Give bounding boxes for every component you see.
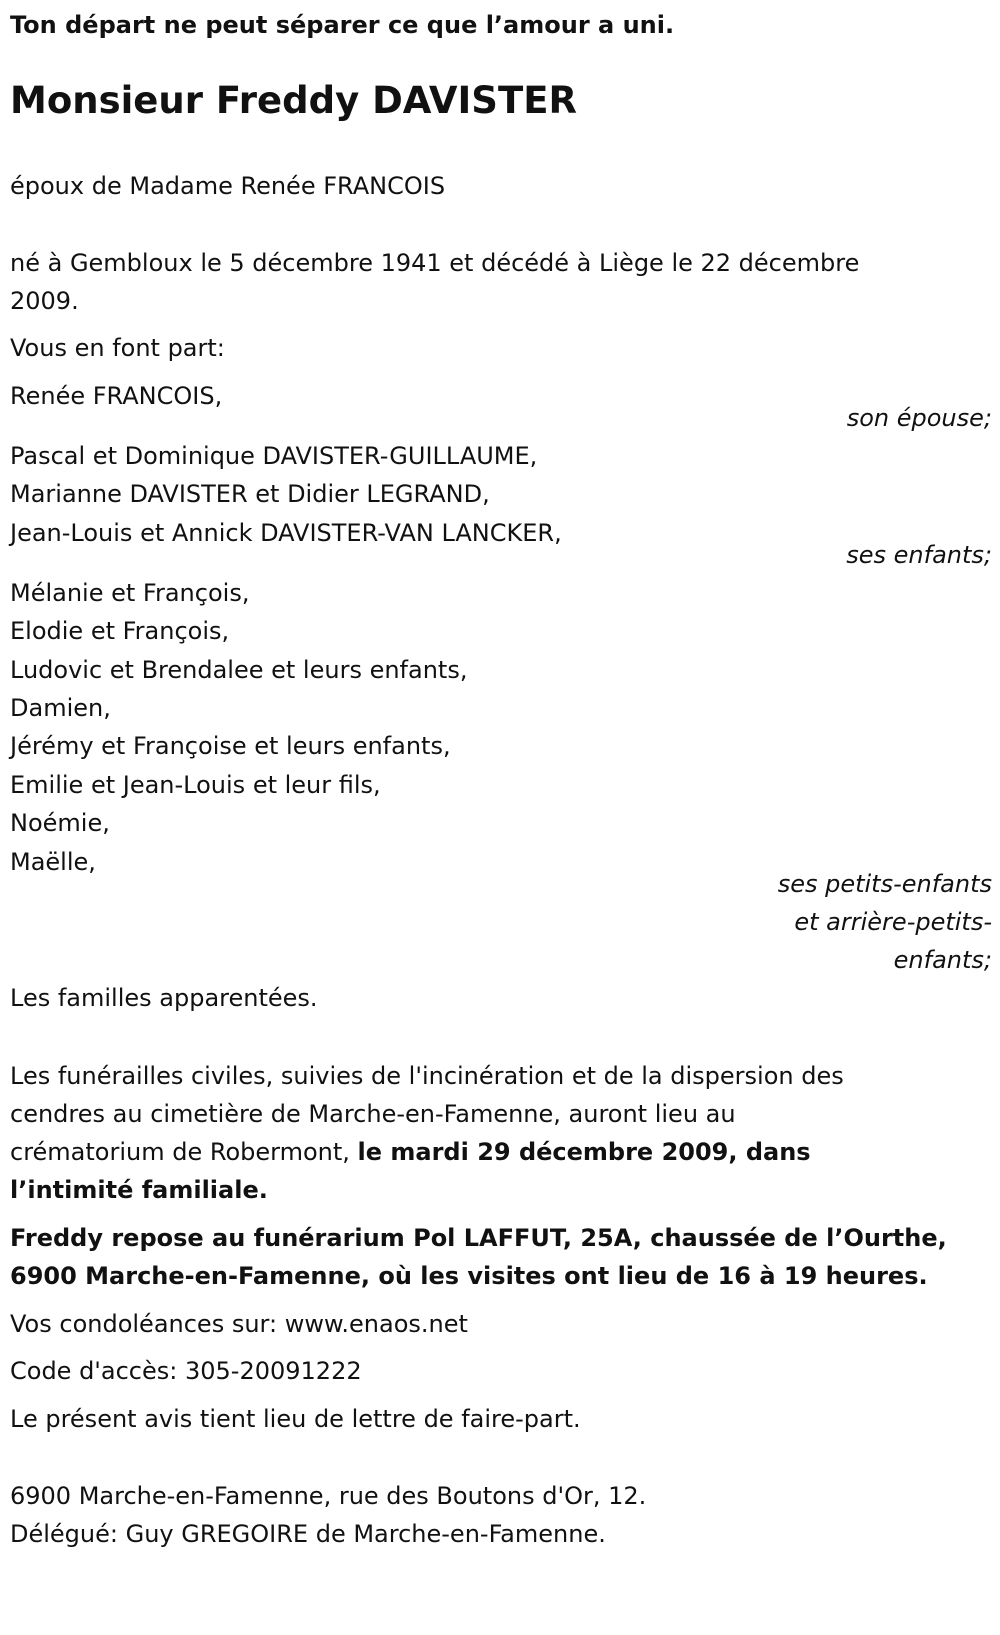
funeral-line-3: [10, 1132, 811, 1172]
funeral-date: le mardi 29 décembre 2009, dans: [357, 1138, 811, 1166]
birth-death-line-1: né à Gembloux le 5 décembre 1941 et décédé à Liège le 22 décembre: [10, 249, 860, 277]
access-code-line: Code d'accès: 305-20091222: [10, 1357, 362, 1385]
delegate-line: Délégué: Guy GREGOIRE de Marche-en-Famenne.: [10, 1520, 606, 1548]
visitation-line-2: 6900 Marche-en-Famenne, où les visites ont lieu de 16 à 19 heures.: [10, 1262, 928, 1290]
grandchildren-relation-line-2: et arrière-petits-: [794, 908, 992, 936]
grandchild-name: Damien,: [10, 694, 111, 722]
child-name: Pascal et Dominique DAVISTER-GUILLAUME,: [10, 442, 538, 470]
grandchild-name: Emilie et Jean-Louis et leur fils,: [10, 771, 381, 799]
deceased-name: Monsieur Freddy DAVISTER: [10, 79, 577, 122]
funeral-line-1: Les funérailles civiles, suivies de l'incinération et de la dispersion des: [10, 1062, 844, 1090]
grandchild-name: Ludovic et Brendalee et leurs enfants,: [10, 656, 468, 684]
visitation-line-1: Freddy repose au funérarium Pol LAFFUT, 25A, chaussée de l’Ourthe,: [10, 1224, 947, 1252]
child-name: Jean-Louis et Annick DAVISTER-VAN LANCKER,: [10, 519, 562, 547]
grandchild-name: Maëlle,: [10, 848, 96, 876]
funeral-place: crématorium de Robermont,: [10, 1138, 358, 1166]
grandchild-name: Elodie et François,: [10, 617, 230, 645]
epigraph: Ton départ ne peut séparer ce que l’amour a uni.: [10, 11, 675, 39]
birth-death-line-2: 2009.: [10, 287, 79, 315]
spouse-line: époux de Madame Renée FRANCOIS: [10, 172, 446, 200]
announcement: Vous en font part:: [10, 334, 225, 362]
child-name: Marianne DAVISTER et Didier LEGRAND,: [10, 480, 490, 508]
funeral-line-4: l’intimité familiale.: [10, 1176, 268, 1204]
spouse-relation: son épouse;: [846, 404, 992, 432]
children-relation: ses enfants;: [846, 541, 992, 569]
notice-line: Le présent avis tient lieu de lettre de faire-part.: [10, 1405, 581, 1433]
grandchild-name: Jérémy et Françoise et leurs enfants,: [10, 732, 451, 760]
grandchildren-relation-line-1: ses petits-enfants: [777, 870, 992, 898]
funeral-line-2: cendres au cimetière de Marche-en-Famenne, auront lieu au: [10, 1100, 736, 1128]
grandchild-name: Noémie,: [10, 809, 110, 837]
spouse-name: Renée FRANCOIS,: [10, 382, 223, 410]
address-line: 6900 Marche-en-Famenne, rue des Boutons d'Or, 12.: [10, 1482, 647, 1510]
condolences-line: Vos condoléances sur: www.enaos.net: [10, 1310, 468, 1338]
grandchildren-relation-line-3: enfants;: [893, 946, 992, 974]
relatives-line: Les familles apparentées.: [10, 984, 318, 1012]
grandchild-name: Mélanie et François,: [10, 579, 250, 607]
